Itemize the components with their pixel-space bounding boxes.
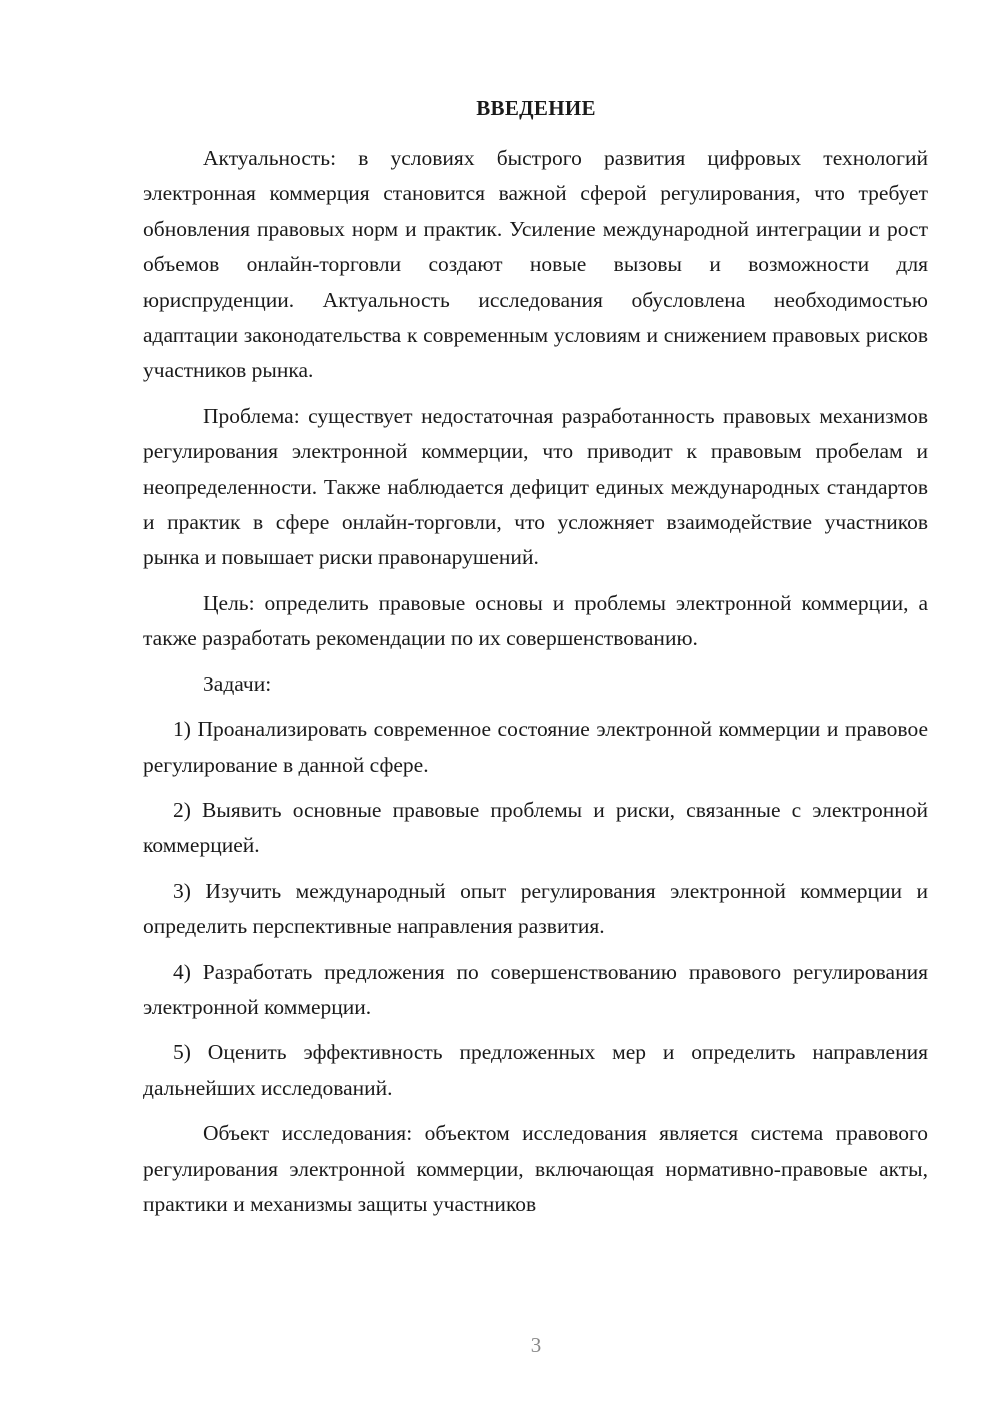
tasks-label: Задачи: xyxy=(203,671,272,696)
task-item-2: 2) Выявить основные правовые проблемы и риски, связанные с электронной коммерцией. xyxy=(143,797,928,858)
task-item-4: 4) Разработать предложения по совершенствованию правового регулирования электронной коммерции. xyxy=(143,959,928,1019)
goal-paragraph: Цель: определить правовые основы и проблемы электронной коммерции, а также разработать рекомендации по их совершенствованию. xyxy=(143,590,928,651)
object-paragraph: Объект исследования: объектом исследования является система правового регулирования электронной коммерции, включающая нормативно-правовые акты, практики и механизмы защиты участников xyxy=(143,1121,928,1216)
task-item-3: 3) Изучить международный опыт регулирования электронной коммерции и определить перспективные направления развития. xyxy=(143,878,928,939)
page-number: 3 xyxy=(530,1333,542,1357)
relevance-paragraph: Актуальность: в условиях быстрого развития цифровых технологий электронная коммерция становится важной сферой регулирования, что требует обновления правовых норм и практик. Усиление международной интеграции и рост объемов онлайн-торговли создают новые вызовы и возможности для юриспруденции. Актуальность исследования обусловлена необходимостью адаптации законодательства к современным условиям и снижением правовых рисков участников рынка. xyxy=(143,146,928,383)
task-item-5: 5) Оценить эффективность предложенных мер и определить направления дальнейших исследований. xyxy=(143,1040,928,1100)
section-heading: ВВЕДЕНИЕ xyxy=(476,96,596,120)
problem-paragraph: Проблема: существует недостаточная разработанность правовых механизмов регулирования электронной коммерции, что приводит к правовым пробелам и неопределенности. Также наблюдается дефицит единых международных стандартов и практик в сфере онлайн-торговли, что усложняет взаимодействие участников рынка и повышает риски правонарушений. xyxy=(143,403,928,570)
task-item-1: 1) Проанализировать современное состояние электронной коммерции и правовое регулирование в данной сфере. xyxy=(143,717,928,777)
document-body xyxy=(143,141,928,1232)
